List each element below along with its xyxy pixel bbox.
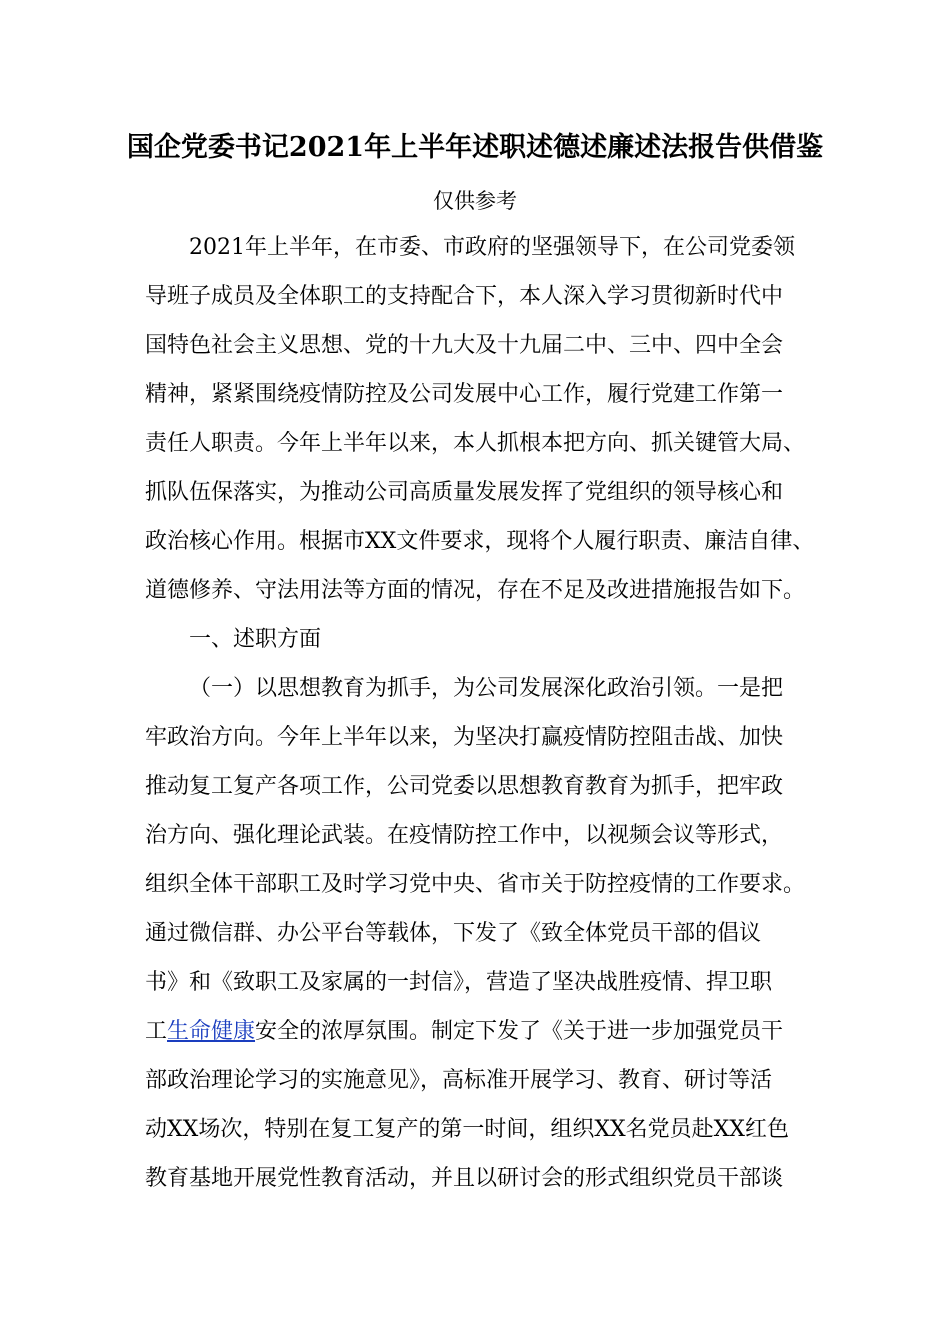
paragraph-line: 书》和《致职工及家属的一封信》，营造了坚决战胜疫情、捍卫职 — [145, 970, 773, 995]
paragraph-line: 推动复工复产各项工作，公司党委以思想教育教育为抓手，把牢政 — [145, 774, 784, 799]
paragraph-line: 教育基地开展党性教育活动，并且以研讨会的形式组织党员干部谈 — [145, 1166, 784, 1191]
paragraph-line: 国特色社会主义思想、党的十九大及十九届二中、三中、四中全会 — [145, 333, 784, 358]
paragraph-line: 部政治理论学习的实施意见》，高标准开展学习、教育、研讨等活 — [145, 1068, 773, 1093]
paragraph-line: 通过微信群、办公平台等载体，下发了《致全体党员干部的倡议 — [145, 921, 762, 946]
link-line-before: 工 — [145, 1019, 168, 1044]
paragraph-line-with-link — [145, 1012, 783, 1052]
paragraph-line: 组织全体干部职工及时学习党中央、省市关于防控疫情的工作要求。 — [145, 872, 806, 897]
section-heading: 一、述职方面 — [189, 627, 322, 652]
paragraph-line: 导班子成员及全体职工的支持配合下，本人深入学习贯彻新时代中 — [145, 284, 784, 309]
document-subtitle: 仅供参考 — [433, 189, 517, 213]
paragraph-line: 动XX场次，特别在复工复产的第一时间，组织XX名党员赴XX红色 — [145, 1117, 789, 1142]
link-line-after: 安全的浓厚氛围。制定下发了《关于进一步加强党员干 — [255, 1019, 784, 1044]
paragraph-line: 牢政治方向。今年上半年以来，为坚决打赢疫情防控阻击战、加快 — [145, 725, 784, 750]
paragraph-line: 2021年上半年，在市委、市政府的坚强领导下，在公司党委领 — [189, 235, 795, 260]
life-health-link[interactable]: 生命健康 — [167, 1019, 256, 1044]
paragraph-line: 抓队伍保落实，为推动公司高质量发展发挥了党组织的领导核心和 — [145, 480, 784, 505]
paragraph-line: 治方向、强化理论武装。在疫情防控工作中，以视频会议等形式， — [145, 823, 784, 848]
document-title: 国企党委书记2021年上半年述职述德述廉述法报告供借鉴 — [126, 132, 824, 163]
paragraph-line: 精神，紧紧围绕疫情防控及公司发展中心工作，履行党建工作第一 — [145, 382, 784, 407]
paragraph-line: 政治核心作用。根据市XX文件要求，现将个人履行职责、廉洁自律、 — [145, 529, 815, 554]
paragraph-line: （一）以思想教育为抓手，为公司发展深化政治引领。一是把 — [189, 676, 784, 701]
paragraph-line: 道德修养、守法用法等方面的情况，存在不足及改进措施报告如下。 — [145, 578, 806, 603]
paragraph-line: 责任人职责。今年上半年以来，本人抓根本把方向、抓关键管大局、 — [145, 431, 806, 456]
